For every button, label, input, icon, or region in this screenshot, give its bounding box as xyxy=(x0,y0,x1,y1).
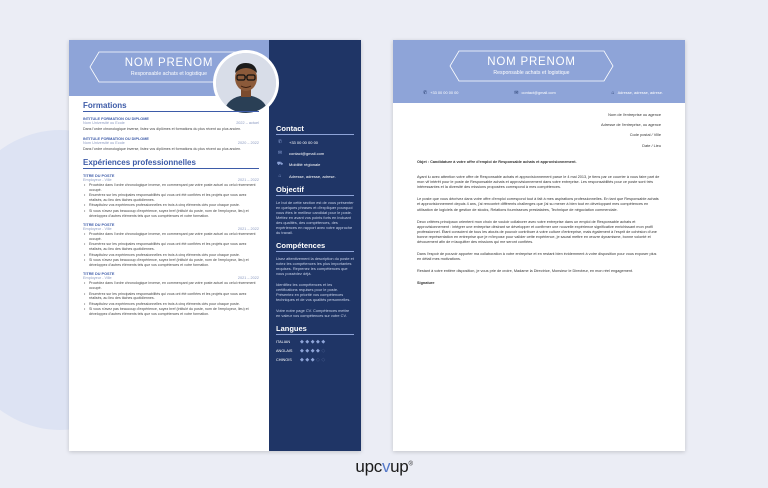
signature: Signature xyxy=(417,281,435,286)
home-icon: ⌂ xyxy=(278,173,282,179)
job-bullet: • Procédez dans l'ordre chronologique inverse, en commençant par votre poste actuel ou celui récemment occupé. xyxy=(83,183,259,192)
formation-desc: Dans l'ordre chronologique inverse, listez vos diplômes et formations du plus récent au plus ancien. xyxy=(83,147,242,151)
job-bullet: • Enumérez sur les principales responsabilités qui vous ont été confiées et les projets que vous avez réalisés, au lieu des tâches quotidiennes. xyxy=(83,242,259,251)
objectif-title: Objectif xyxy=(276,185,354,196)
letter-paragraph: Restant à votre entière disposition, je vous prie de croire, Madame la Directrice, Monsieur le Directeur, en mon réel engagement. xyxy=(417,269,634,274)
job-bullet: • Récapitulez vos expériences professionnelles en trois à cinq éléments clés pour chaque poste. xyxy=(83,203,259,208)
job-title: TITRE DU POSTE xyxy=(83,272,115,277)
recipient-line: Nom de l'entreprise ou agence xyxy=(608,112,661,117)
letter-contact-bar: ✆ +33 00 00 00 00 ✉ contact@gmail.com ⌂ Adresse, adresse, adrese. xyxy=(423,90,663,96)
job-dates: 2021 – 2022 xyxy=(237,276,259,281)
language-level: ◆◆◆◇◇ xyxy=(300,357,327,363)
recipient-line: Adresse de l'entreprise, ou agence xyxy=(600,122,661,127)
contact-mobility: ⛟ Mobilité régionale xyxy=(276,161,321,167)
recipient-line: Code postal / Ville xyxy=(629,132,661,137)
letter-paragraph: Deux critères principaux orientent mon choix de vouloir collaborer avec votre entreprise dans un emploi de Responsable achats et approvisionnement : intégrer une entreprise désirant se développer et confirmer une nouvelle expérience significative enrichissant mon profil professionnel. Étant conscient de tous les atouts de pouvoir contribuer à votre culture d'entreprise, mais également à l'esprit de cohésion d'une bonne représentation en entreprise que je m'impose pour valider cette expérience, je saurai mettre en œuvre dynamisme, bonne volonté et dévouement afin de m'acquitter des missions qui me seront confiées. xyxy=(417,219,657,245)
mail-icon: ✉ xyxy=(277,150,283,156)
job-bullet: • Récapitulez vos expériences professionnelles en trois à cinq éléments clés pour chaque poste. xyxy=(83,302,259,307)
job-bullet: • Si vous n'avez pas beaucoup d'expérience, soyez bref (intitulé du poste, nom de l'employeur, lieu) et développez d'autres éléments tels que vos compétences et votre formation. xyxy=(83,307,259,316)
letter-name: NOM PRENOM xyxy=(487,56,576,68)
job-company: Employeur - Ville xyxy=(83,227,112,232)
formation-title: INTITULE FORMATION OU DIPLOME xyxy=(83,137,149,141)
job-bullet: • Enumérez sur les principales responsabilités qui vous ont été confiées et les projets que vous avez réalisés, au lieu des tâches quotidiennes. xyxy=(83,193,259,202)
cv-main-column xyxy=(83,101,259,321)
contact-title: Contact xyxy=(276,124,354,135)
mail-icon: ✉ xyxy=(514,90,519,96)
objectif-text: Le but de cette section est de vous présenter en quelques phrases et d'expliquer pourquoi vous êtes le meilleur candidat pour le poste. Mettez en avant vos points forts en incluant des qualités, des compétences, des expériences en rapport avec votre approche du travail. xyxy=(276,200,354,235)
language-row: ITALIAN ◆◆◆◆◆ xyxy=(276,339,327,345)
job-title: TITRE DU POSTE xyxy=(83,174,115,178)
car-icon: ⛟ xyxy=(276,161,284,167)
letter-header xyxy=(393,40,685,103)
language-row: CHINOIS ◆◆◆◇◇ xyxy=(276,357,327,363)
competences-text-3: Votre notre page CV. Compétences mettre en valeur vos compétences sur votre CV. xyxy=(276,308,350,318)
formation-dates: 2020 – 2022 xyxy=(237,141,259,145)
date-place: Date / Lieu xyxy=(642,143,661,148)
formation-dates: 2022 – actuel xyxy=(236,121,259,125)
langues-title: Langues xyxy=(276,324,354,335)
cv-name: NOM PRENOM xyxy=(124,57,214,69)
letter-paragraph: Le poste que vous décrivez dans votre offre d'emploi correspond tout à fait à mes aspirations professionnelles. En tant que Responsable achats et approvisionnement depuis 4 ans, j'ai rencontré différents challenges que j'ai su mener à bien tout en développant mes compétences en utilisation de logiciels de gestion de stocks, Relations fournisseurs prestataires, Technique de négociation commerciale. xyxy=(417,197,659,212)
job-dates: 2021 – 2022 xyxy=(237,227,259,232)
job-title: TITRE DU POSTE xyxy=(83,223,115,228)
letter-paragraph: Ayant lu avec attention votre offre de Responsable achats et approvisionnement parue le 4 mai 2013, je tiens par ce courrier à vous faire part de mon vif intérêt pour le poste de Responsable achats et approvisionnement dans votre entreprise. Les responsabilités pour ce poste sont très intéressantes et la diversité des missions proposées correspond à mes compétences. xyxy=(417,175,660,190)
job-company: Employeur - Ville xyxy=(83,276,112,281)
job-dates: 2021 – 2022 xyxy=(237,178,259,182)
phone-icon: ✆ xyxy=(277,139,283,145)
contact-phone: ✆ +33 00 00 00 00 xyxy=(277,139,319,145)
brand-logo: upcvup® xyxy=(355,457,413,476)
job-bullet: • Procédez dans l'ordre chronologique inverse, en commençant par votre poste actuel ou celui récemment occupé. xyxy=(83,232,259,241)
letter-body xyxy=(417,112,661,294)
language-row: ANGLAIS ◆◆◆◆◇ xyxy=(276,348,327,354)
experience-item xyxy=(83,272,259,316)
formation-title: INTITULE FORMATION OU DIPLOME xyxy=(83,117,149,121)
formation-school: Nom Université ou Ecole xyxy=(83,141,125,145)
language-level: ◆◆◆◆◆ xyxy=(300,339,327,345)
contact-email: ✉ contact@gmail.com xyxy=(277,150,325,156)
formation-school: Nom Université ou Ecole xyxy=(83,121,125,125)
cv-side-column xyxy=(276,124,354,366)
job-bullet: • Enumérez sur les principales responsabilités qui vous ont été confiées et les projets que vous avez réalisés, au lieu des tâches quotidiennes. xyxy=(83,292,259,301)
job-company: Employeur - Ville xyxy=(83,178,112,182)
cover-letter-page xyxy=(393,40,685,451)
competences-title: Compétences xyxy=(276,241,354,252)
formation-item xyxy=(83,117,259,132)
language-level: ◆◆◆◆◇ xyxy=(300,348,327,354)
phone-icon: ✆ xyxy=(423,90,428,96)
cv-subtitle: Responsable achats et logistique xyxy=(130,71,208,77)
experience-item xyxy=(83,223,259,267)
job-bullet: • Si vous n'avez pas beaucoup d'expérience, soyez bref (intitulé du poste, nom de l'employeur, lieu) et développez d'autres éléments tels que vos compétences et votre formation. xyxy=(83,209,259,218)
job-bullet: • Récapitulez vos expériences professionnelles en trois à cinq éléments clés pour chaque poste. xyxy=(83,253,259,258)
contact-address: ⌂ Adresse, adresse, adrese. xyxy=(276,173,354,179)
job-bullet: • Procédez dans l'ordre chronologique inverse, en commençant par votre poste actuel ou celui récemment occupé. xyxy=(83,281,259,290)
letter-objet: Objet : Candidature à votre offre d'emploi de Responsable achats et approvisionnement. xyxy=(417,160,577,164)
letter-paragraph: Dans l'espoir de pouvoir apporter ma collaboration à votre entreprise et en restant bien évidemment à votre disposition pour vous exposer plus en détail mes motivations. xyxy=(417,252,657,262)
experience-item xyxy=(83,174,259,218)
home-icon: ⌂ xyxy=(611,90,615,96)
competences-text-1: Lisez attentivement la description du poste et notez les compétences les plus importantes requises. Reprenez les compétences que vous possédez déjà. xyxy=(276,256,354,276)
formation-item xyxy=(83,137,259,152)
formations-title: Formations xyxy=(83,101,259,112)
letter-subtitle: Responsable achats et logistique xyxy=(493,70,570,76)
experiences-title: Expériences professionnelles xyxy=(83,158,259,169)
cv-page xyxy=(69,40,361,451)
job-bullet: • Si vous n'avez pas beaucoup d'expérience, soyez bref (intitulé du poste, nom de l'employeur, lieu) et développez d'autres éléments tels que vos compétences et votre formation. xyxy=(83,258,259,267)
competences-text-2: Identifiez les compétences et les certifications requises pour le poste. Présentez en priorité vos compétences techniques et de vos qualités personnelles. xyxy=(276,282,351,302)
formation-desc: Dans l'ordre chronologique inverse, listez vos diplômes et formations du plus récent au plus ancien. xyxy=(83,127,242,131)
